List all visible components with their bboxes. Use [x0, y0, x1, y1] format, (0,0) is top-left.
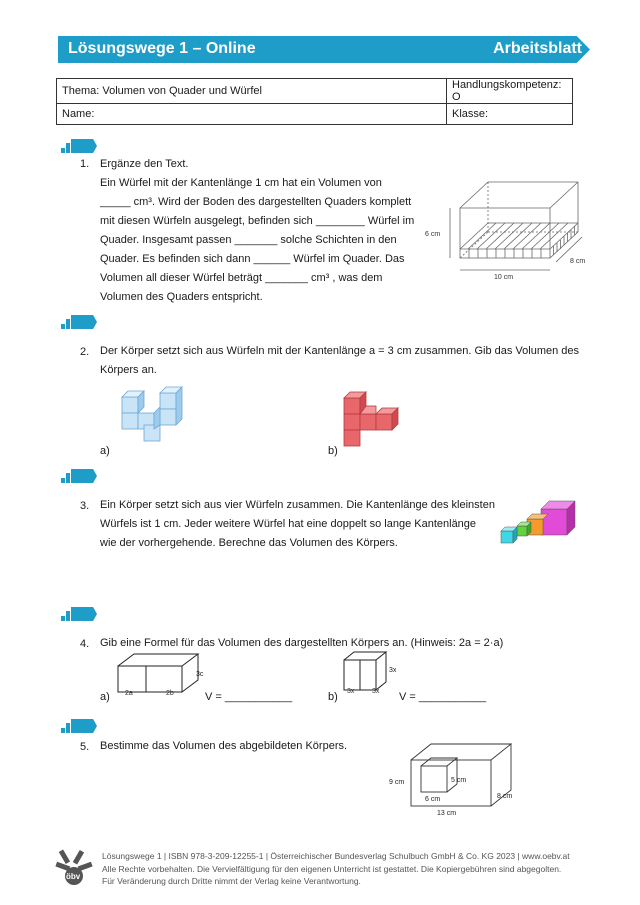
task-2-text: Der Körper setzt sich aus Würfeln mit der Kantenlänge a = 3 cm zusammen. Gib das Volumen des Körpers an. [100, 345, 580, 376]
task-2-part-b: b) [328, 445, 338, 457]
task-number: 1. [80, 158, 90, 170]
four-cubes-figure [497, 495, 577, 547]
task-marker [61, 139, 97, 153]
task-1-text: Ergänze den Text. Ein Würfel mit der Kantenlänge 1 cm hat ein Volumen von _____ cm³. Wird der Boden des dargestellten Quaders komplett mit diesen Würfeln ausgelegt, befinden sich ________ Würfel im Quader. Insgesamt passen _______ solche Schichten in den Quader. Es befinden sich dann ______ Würfel im Quader. Das Volumen all dieser Würfel beträgt _______ cm³ , was dem Volumen des Quaders entspricht. [100, 158, 415, 303]
task-marker [61, 469, 97, 483]
task-marker [61, 607, 97, 621]
task-4-text: Gib eine Formel für das Volumen des dargestellten Körpers an. (Hinweis: 2a = 2·a) [100, 637, 504, 649]
task-3-text: Ein Körper setzt sich aus vier Würfeln zusammen. Die Kantenlänge des kleinsten Würfels ist 1 cm. Jeder weitere Würfel hat eine doppelt so lange Kantenlänge wie der vorhergehende. Berechne das Volumen des Körpers. [100, 499, 495, 549]
task-number: 4. [80, 638, 90, 650]
cuboid-figure [420, 175, 590, 290]
task-marker [61, 719, 97, 733]
label-6cm: 6 cm [425, 796, 441, 803]
obv-logo [54, 848, 94, 888]
label-13cm: 13 cm [437, 810, 457, 817]
cuboid-a-height: 3c [196, 671, 204, 678]
depth-label: 8 cm [570, 258, 586, 265]
cuboid-a-label-2b: 2b [166, 690, 174, 697]
task-marker [61, 315, 97, 329]
task-number: 3. [80, 500, 90, 512]
footer-line: Alle Rechte vorbehalten. Die Vervielfältigung für den eigenen Unterricht ist gestattet. Die Kopiergebühren sind abgegolten. [102, 863, 562, 874]
task-2-part-a: a) [100, 445, 110, 457]
cube-b-label-2: 3x [372, 688, 380, 695]
task-4-answer-b[interactable]: V = ___________ [399, 691, 487, 703]
page-title: Lösungswege 1 – Online [68, 40, 256, 57]
footer-line: Lösungswege 1 | ISBN 978-3-209-12255-1 | Österreichischer Bundesverlag Schulbuch GmbH & Co. KG 2023 | www.oebv.at [102, 851, 570, 861]
footer [102, 850, 570, 888]
task-4-part-b: b) [328, 691, 338, 703]
height-label: 6 cm [425, 231, 441, 238]
red-cube-body [340, 388, 406, 452]
logo-text: öbv [66, 872, 81, 881]
width-label: 10 cm [494, 274, 514, 281]
blue-cube-body [118, 385, 190, 447]
competence-cell: Handlungskompetenz: O [447, 79, 573, 104]
footer-line: Für Veränderung durch Dritte nimmt der Verlag keine Verantwortung. [102, 876, 361, 886]
task-4-part-a: a) [100, 691, 110, 703]
cube-b-height: 3x [389, 667, 397, 674]
cuboid-a-label-2a: 2a [125, 690, 133, 697]
label-5cm: 5 cm [451, 777, 467, 784]
info-table [56, 78, 573, 125]
topic-cell: Thema: Volumen von Quader und Würfel [57, 79, 447, 104]
cube-b-figure [340, 650, 402, 692]
class-cell[interactable]: Klasse: [447, 104, 573, 125]
task-number: 5. [80, 741, 90, 753]
task-4-answer-a[interactable]: V = ___________ [205, 691, 293, 703]
hollow-cuboid-figure [385, 740, 525, 820]
task-5-text: Bestimme das Volumen des abgebildeten Körpers. [100, 740, 348, 752]
label-8cm: 8 cm [497, 793, 513, 800]
task-number: 2. [80, 346, 90, 358]
name-cell[interactable]: Name: [57, 104, 447, 125]
label-9cm: 9 cm [389, 779, 405, 786]
worksheet-label: Arbeitsblatt [493, 40, 582, 57]
cube-b-label-1: 3x [347, 688, 355, 695]
